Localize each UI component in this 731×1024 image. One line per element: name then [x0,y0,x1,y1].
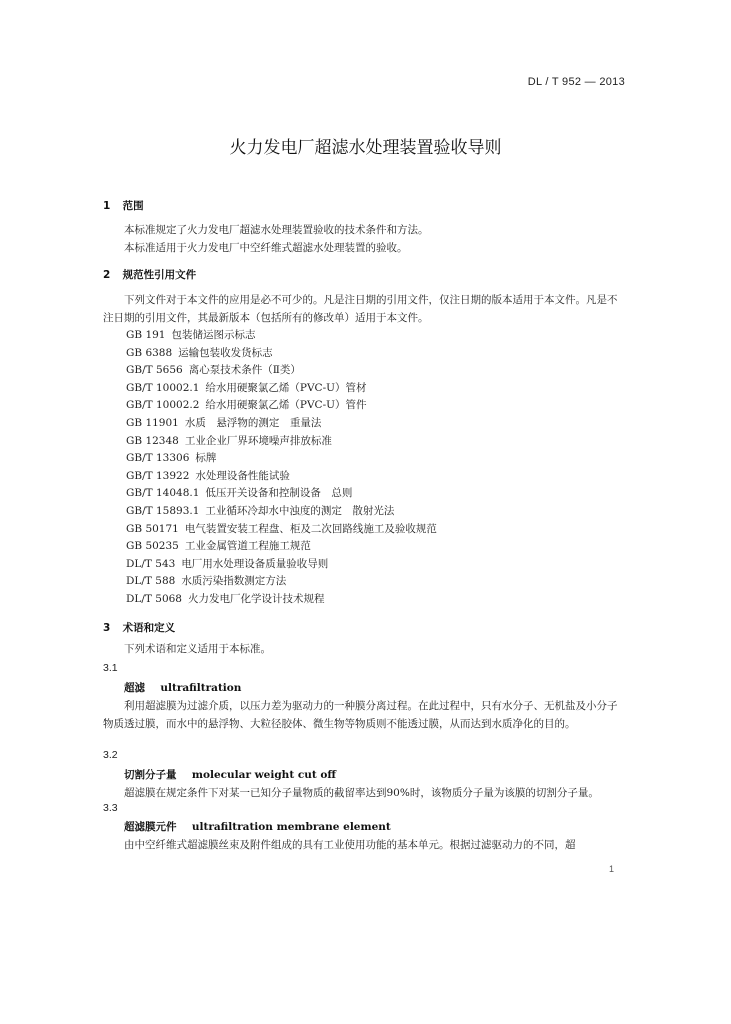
reference-title: 低压开关设备和控制设备 总则 [205,487,353,500]
term-zh: 超滤 [124,682,145,694]
reference-item [126,450,437,468]
reference-title: 火力发电厂化学设计技术规程 [188,592,325,605]
reference-item [126,433,437,451]
reference-title: 运输包装收发货标志 [178,346,273,359]
scope-paragraph-2: 本标准适用于火力发电厂中空纤维式超滤水处理装置的验收。 [124,242,408,254]
clause-number: 3.1 [103,662,118,674]
reference-title: 工业循环冷却水中浊度的测定 散射光法 [205,504,395,517]
reference-code: GB 50171 [126,522,179,535]
reference-item [126,380,437,398]
term-definition: 超滤膜在规定条件下对某一已知分子量物质的截留率达到90%时，该物质分子量为该膜的切割分子量。 [124,787,599,799]
reference-code: GB 12348 [126,434,179,447]
references-intro: 下列文件对于本文件的应用是必不可少的。凡是注日期的引用文件，仅注日期的版本适用于本文件。凡是不注日期的引用文件，其最新版本（包括所有的修改单）适用于本文件。 [103,294,618,324]
document-title: 火力发电厂超滤水处理装置验收导则 [229,138,502,158]
reference-item [126,345,437,363]
reference-title: 水处理设备性能试验 [195,469,290,482]
term-entry [124,680,241,695]
reference-code: DL/T 543 [126,557,176,570]
reference-title: 给水用硬聚氯乙烯（PVC-U）管件 [205,399,367,412]
reference-code: GB/T 15893.1 [126,504,200,517]
term-en: molecular weight cut off [191,769,336,781]
terms-intro: 下列术语和定义适用于本标准。 [124,643,271,655]
section-heading-terms [103,620,175,635]
reference-code: GB/T 13922 [126,469,190,482]
reference-code: GB 6388 [126,346,173,359]
reference-item [126,556,437,574]
reference-item [126,573,437,591]
reference-item [126,503,437,521]
reference-title: 给水用硬聚氯乙烯（PVC-U）管材 [205,381,367,394]
reference-item [126,415,437,433]
clause-number: 3.2 [103,749,118,761]
page-number: 1 [609,864,615,874]
section-number: 2 [103,269,111,281]
reference-title: 工业企业厂界环境噪声排放标准 [184,434,332,447]
reference-code: GB 11901 [126,416,179,429]
reference-code: DL/T 588 [126,575,176,588]
reference-item [126,538,437,556]
reference-code: DL/T 5068 [126,592,182,605]
term-zh: 超滤膜元件 [124,821,177,833]
term-zh: 切割分子量 [124,769,177,781]
term-en: ultrafiltration membrane element [191,821,391,833]
section-heading-references [103,267,196,282]
clause-number: 3.3 [103,802,118,814]
section-title: 术语和定义 [122,622,176,634]
reference-code: GB/T 14048.1 [126,487,200,500]
reference-item [126,468,437,486]
section-heading-scope [103,198,144,213]
reference-title: 包装储运图示标志 [171,329,256,341]
reference-code: GB/T 10002.2 [126,399,200,412]
reference-code: GB 191 [126,329,166,341]
reference-title: 离心泵技术条件（Ⅱ类） [188,364,301,377]
term-definition: 由中空纤维式超滤膜丝束及附件组成的具有工业使用功能的基本单元。根据过滤驱动力的不同，超 [124,839,576,851]
section-title: 范围 [122,200,144,212]
reference-title: 水质污染指数测定方法 [181,575,287,588]
term-en: ultrafiltration [160,682,242,694]
reference-title: 电厂用水处理设备质量验收导则 [181,557,329,570]
reference-title: 工业金属管道工程施工规范 [184,540,311,553]
reference-item [126,397,437,415]
reference-list [126,327,437,609]
reference-code: GB/T 13306 [126,452,190,465]
scope-paragraph-1: 本标准规定了火力发电厂超滤水处理装置验收的技术条件和方法。 [124,224,429,236]
standard-code: DL / T 952 — 2013 [527,76,625,88]
section-title: 规范性引用文件 [122,269,197,281]
reference-code: GB 50235 [126,540,179,553]
reference-title: 电气装置安装工程盘、柜及二次回路线施工及验收规范 [184,522,437,535]
reference-item [126,327,437,345]
reference-title: 水质 悬浮物的测定 重量法 [184,416,322,429]
term-entry [124,767,336,782]
reference-item [126,521,437,539]
reference-code: GB/T 10002.1 [126,381,200,394]
term-definition: 利用超滤膜为过滤介质，以压力差为驱动力的一种膜分离过程。在此过程中，只有水分子、无机盐及小分子物质透过膜，而水中的悬浮物、大粒径胶体、微生物等物质则不能透过膜，从而达到水质净化的目的。 [103,700,618,730]
reference-title: 标牌 [195,452,217,465]
reference-item [126,362,437,380]
reference-item [126,591,437,609]
reference-code: GB/T 5656 [126,364,183,377]
reference-item [126,485,437,503]
term-entry [124,819,391,834]
section-number: 1 [103,200,111,212]
section-number: 3 [103,622,111,634]
